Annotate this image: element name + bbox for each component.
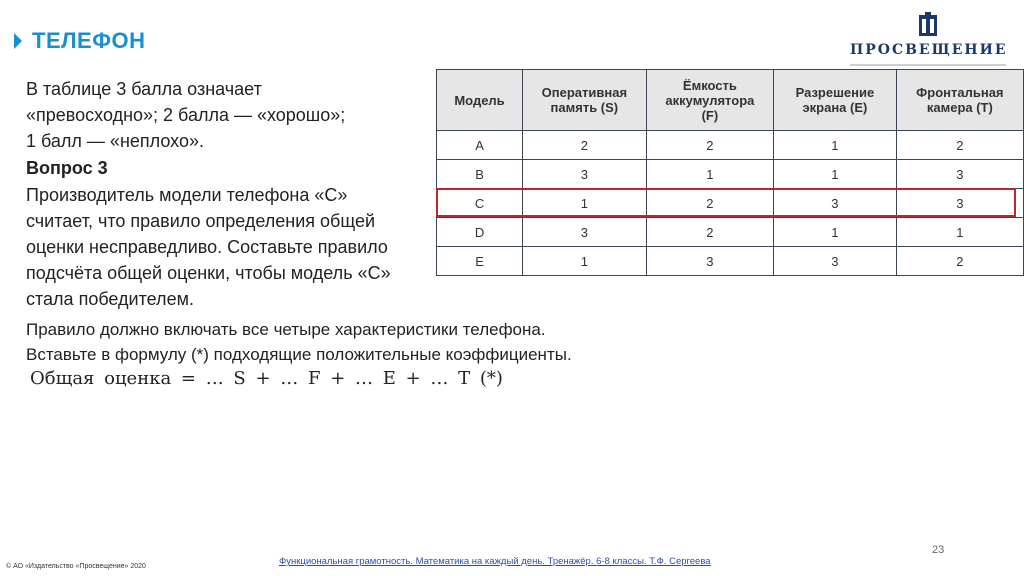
table-cell: 3 (523, 160, 647, 189)
table-cell: 1 (896, 218, 1023, 247)
logo-emblem-icon (918, 12, 938, 38)
table-cell: 1 (523, 247, 647, 276)
question-line: оценки несправедливо. Составьте правило (26, 237, 388, 257)
table-cell: 1 (774, 218, 897, 247)
table-cell: 3 (896, 189, 1023, 218)
question-line: подсчёта общей оценки, чтобы модель «C» (26, 263, 391, 283)
phone-comparison-table (436, 69, 1024, 276)
table-cell: C (437, 189, 523, 218)
row-c-highlight-frame (436, 188, 1016, 217)
table-row (437, 247, 1024, 276)
header-model: Модель (437, 70, 523, 131)
table-header-row (437, 70, 1024, 131)
question-title: Вопрос 3 (26, 158, 108, 178)
table-row (437, 131, 1024, 160)
table-cell: B (437, 160, 523, 189)
table-cell: 3 (774, 247, 897, 276)
intro-line: «превосходно»; 2 балла — «хорошо»; (26, 105, 346, 125)
formula: Общая оценка = … S + … F + … E + … T (*) (30, 368, 503, 389)
header-screen: Разрешение экрана (E) (774, 70, 897, 131)
instruction-line: Правило должно включать все четыре характеристики телефона. (26, 320, 546, 339)
logo-underline (850, 64, 1006, 66)
question-line: считает, что правило определения общей (26, 211, 376, 231)
page-number: 23 (932, 544, 945, 556)
question-line: стала победителем. (26, 289, 194, 309)
table-cell: 1 (646, 160, 774, 189)
intro-line: 1 балл — «неплохо». (26, 131, 204, 151)
table-cell: 1 (774, 131, 897, 160)
instruction-line: Вставьте в формулу (*) подходящие положительные коэффициенты. (26, 345, 572, 364)
header-ram: Оперативная память (S) (523, 70, 647, 131)
header-battery: Ёмкость аккумулятора (F) (646, 70, 774, 131)
table-cell: 1 (774, 160, 897, 189)
title-marker-icon (14, 33, 22, 49)
table-cell: 3 (896, 160, 1023, 189)
footer-source-link[interactable]: Функциональная грамотность. Математика на каждый день. Тренажёр. 6-8 классы. Т.Ф. Сергеева (279, 556, 711, 567)
table-cell: 2 (896, 131, 1023, 160)
intro-line: В таблице 3 балла означает (26, 79, 262, 99)
question-body (26, 182, 426, 312)
table-cell: 3 (774, 189, 897, 218)
header-camera: Фронтальная камера (T) (896, 70, 1023, 131)
table-cell: 2 (896, 247, 1023, 276)
table-cell: 3 (646, 247, 774, 276)
logo-text: ПРОСВЕЩЕНИЕ (850, 42, 1008, 58)
table-cell: D (437, 218, 523, 247)
page-title: ТЕЛЕФОН (32, 28, 146, 53)
publisher-logo (848, 12, 1008, 72)
table-cell: 1 (523, 189, 647, 218)
table-cell: 2 (646, 189, 774, 218)
table-cell: 2 (523, 131, 647, 160)
table-cell: 2 (646, 131, 774, 160)
table-row (437, 218, 1024, 247)
copyright: © АО «Издательство «Просвещение» 2020 (6, 563, 146, 570)
table-row (437, 160, 1024, 189)
table-cell: 3 (523, 218, 647, 247)
question-line: Производитель модели телефона «C» (26, 185, 348, 205)
table-cell: 2 (646, 218, 774, 247)
table-cell: E (437, 247, 523, 276)
intro-text (26, 76, 426, 154)
table-cell: A (437, 131, 523, 160)
